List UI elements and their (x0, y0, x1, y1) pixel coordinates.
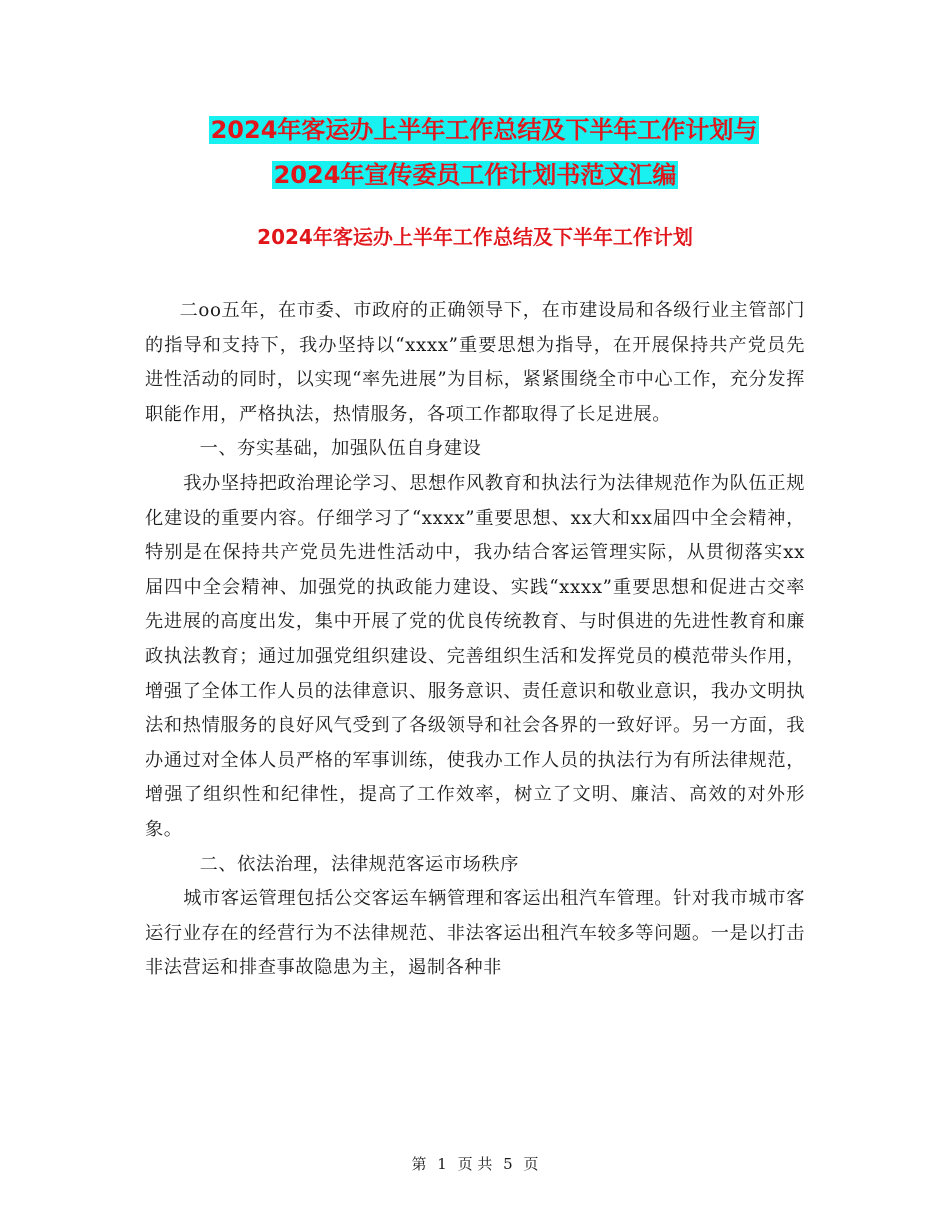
document-title-line-2 (0, 158, 950, 192)
document-body (145, 294, 805, 986)
document-title-line-1 (0, 113, 950, 147)
footer-prefix: 第 (411, 1155, 427, 1173)
title-highlight: 2024年宣传委员工作计划书范文汇编 (273, 161, 677, 189)
page-footer (0, 1153, 950, 1174)
section-heading-2: 二、依法治理，法律规范客运市场秩序 (199, 853, 519, 875)
paragraph-team-building: 我办坚持把政治理论学习、思想作风教育和执法行为法律规范作为队伍正规化建设的重要内容。仔细学习了“xxxx”重要思想、xx大和xx届四中全会精神，特别是在保持共产党员先进性活动中，我办结合客运管理实际，从贯彻落实xx届四中全会精神、加强党的执政能力建设、实践“xxxx”重要思想和促进古交率先进展的高度出发，集中开展了党的优良传统教育、与时俱进的先进性教育和廉政执法教育；通过加强党组织建设、完善组织生活和发挥党员的模范带头作用，增强了全体工作人员的法律意识、服务意识、责任意识和敬业意识，我办文明执法和热情服务的良好风气受到了各级领导和社会各界的一致好评。另一方面，我办通过对全体人员严格的军事训练，使我办工作人员的执法行为有所法律规范，增强了组织性和纪律性，提高了工作效率，树立了文明、廉洁、高效的对外形象。 (145, 472, 805, 840)
footer-total-pages: 5 (503, 1155, 513, 1173)
section-title: 2024年客运办上半年工作总结及下半年工作计划 (257, 225, 693, 249)
paragraph-intro: 二oo五年，在市委、市政府的正确领导下，在市建设局和各级行业主管部门的指导和支持下，我办坚持以“xxxx”重要思想为指导，在开展保持共产党员先进性活动的同时，以实现“率先进展”为目标，紧紧围绕全市中心工作，充分发挥职能作用，严格执法，热情服务，各项工作都取得了长足进展。 (145, 300, 805, 425)
footer-suffix: 页 (523, 1155, 539, 1173)
footer-page-number: 1 (437, 1155, 447, 1173)
footer-middle: 页 共 (457, 1155, 493, 1173)
title-highlight: 2024年客运办上半年工作总结及下半年工作计划与 (210, 116, 758, 144)
paragraph-market-order: 城市客运管理包括公交客运车辆管理和客运出租汽车管理。针对我市城市客运行业存在的经营行为不法律规范、非法客运出租汽车较多等问题。一是以打击非法营运和排查事故隐患为主，遏制各种非 (145, 888, 805, 979)
section-heading-1: 一、夯实基础，加强队伍自身建设 (199, 438, 482, 460)
